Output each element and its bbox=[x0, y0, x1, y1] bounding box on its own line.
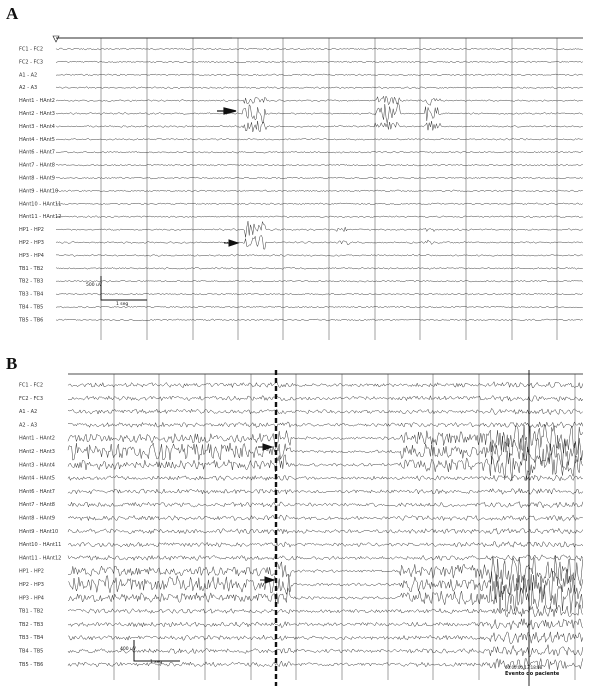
eeg-trace bbox=[56, 293, 583, 295]
eeg-trace bbox=[56, 102, 583, 123]
channel-label: A1 - A2 bbox=[19, 409, 38, 416]
eeg-trace bbox=[56, 96, 583, 105]
eeg-trace bbox=[56, 221, 583, 237]
channel-label: HAnt10 - HAnt11 bbox=[19, 542, 62, 549]
channel-label: HP2 - HP3 bbox=[19, 582, 44, 588]
channel-label: TB1 - TB2 bbox=[19, 265, 44, 272]
eeg-traces-b bbox=[0, 350, 601, 700]
eeg-trace bbox=[68, 408, 583, 414]
arrow-icon bbox=[260, 577, 274, 583]
channel-label: TB2 - TB3 bbox=[19, 621, 44, 628]
eeg-trace bbox=[56, 306, 583, 308]
channel-label: HAnt10 - HAnt11 bbox=[19, 201, 62, 208]
channel-label: HAnt1 - HAnt2 bbox=[19, 98, 55, 105]
scale-time-b: 1 seg bbox=[150, 660, 163, 665]
channel-label: TB1 - TB2 bbox=[19, 608, 44, 615]
channel-label: TB4 - TB5 bbox=[19, 648, 44, 655]
eeg-trace bbox=[56, 267, 583, 269]
panel-letter-b: B bbox=[6, 354, 18, 373]
scale-bar bbox=[101, 276, 147, 300]
eeg-trace bbox=[56, 177, 583, 179]
channel-label: HAnt3 - HAnt4 bbox=[19, 123, 55, 130]
channel-label: FC2 - FC3 bbox=[19, 59, 44, 66]
channel-label: HAnt2 - HAnt3 bbox=[19, 449, 55, 455]
channel-label: HAnt3 - HAnt4 bbox=[19, 462, 55, 469]
eeg-trace bbox=[68, 475, 583, 481]
channel-label: HP2 - HP3 bbox=[19, 240, 44, 246]
channel-label: TB3 - TB4 bbox=[19, 291, 44, 298]
eeg-trace bbox=[56, 74, 583, 76]
eeg-trace bbox=[68, 424, 583, 455]
channel-label: HAnt11 - HAnt12 bbox=[19, 214, 62, 221]
channel-label: A1 - A2 bbox=[19, 72, 38, 79]
eeg-trace bbox=[56, 121, 583, 132]
eeg-trace bbox=[68, 542, 583, 548]
eeg-trace bbox=[56, 255, 583, 257]
channel-label: HP3 - HP4 bbox=[19, 595, 44, 602]
channel-label: HAnt4 - HAnt5 bbox=[19, 475, 55, 482]
eeg-trace bbox=[56, 235, 583, 249]
eeg-trace bbox=[56, 190, 583, 192]
eeg-trace bbox=[68, 395, 583, 401]
channel-label: HAnt1 - HAnt2 bbox=[19, 435, 55, 442]
channel-label: TB3 - TB4 bbox=[19, 635, 44, 642]
channel-label: HAnt6 - HAnt7 bbox=[19, 149, 55, 156]
channel-label: HP3 - HP4 bbox=[19, 252, 44, 259]
channel-label: FC2 - FC3 bbox=[19, 395, 44, 402]
panel-letter-a: A bbox=[6, 4, 19, 23]
eeg-panel-a bbox=[0, 0, 601, 346]
eeg-trace bbox=[56, 280, 583, 282]
eeg-trace bbox=[68, 528, 583, 534]
eeg-panel-b bbox=[0, 350, 601, 700]
eeg-trace bbox=[68, 555, 583, 561]
channel-label: HAnt6 - HAnt7 bbox=[19, 488, 55, 495]
arrow-icon bbox=[258, 444, 272, 450]
event-time: 00:00:00 13:18:08 bbox=[505, 665, 543, 670]
eeg-trace bbox=[56, 319, 583, 321]
channel-label: HAnt9 - HAnt10 bbox=[19, 528, 59, 535]
channel-label: HP1 - HP2 bbox=[19, 568, 44, 575]
eeg-trace bbox=[56, 138, 583, 140]
channel-label: FC1 - FC2 bbox=[19, 46, 44, 53]
eeg-trace bbox=[68, 632, 583, 644]
eeg-trace bbox=[68, 556, 583, 587]
channel-label: HAnt9 - HAnt10 bbox=[19, 188, 59, 195]
channel-label: HAnt8 - HAnt9 bbox=[19, 515, 55, 522]
eeg-trace bbox=[68, 619, 583, 630]
channel-label: TB2 - TB3 bbox=[19, 278, 44, 285]
channel-label: HAnt11 - HAnt12 bbox=[19, 555, 62, 562]
scale-bar bbox=[134, 640, 180, 661]
channel-label: HAnt2 - HAnt3 bbox=[19, 111, 55, 117]
eeg-trace bbox=[56, 164, 583, 166]
eeg-trace bbox=[68, 422, 583, 428]
channel-label: TB5 - TB6 bbox=[19, 317, 44, 324]
eeg-trace bbox=[68, 515, 583, 521]
channel-label: HP1 - HP2 bbox=[19, 227, 44, 234]
channel-label: TB5 - TB6 bbox=[19, 661, 44, 668]
channel-label: HAnt7 - HAnt8 bbox=[19, 502, 55, 509]
channel-label: HAnt7 - HAnt8 bbox=[19, 162, 55, 169]
channel-label: HAnt4 - HAnt5 bbox=[19, 136, 55, 143]
event-label: Evento do paciente bbox=[505, 671, 560, 677]
eeg-trace bbox=[56, 151, 583, 153]
scale-time-a: 1 seg bbox=[116, 302, 129, 307]
eeg-trace bbox=[68, 449, 583, 481]
eeg-trace bbox=[56, 87, 583, 89]
channel-label: A2 - A3 bbox=[19, 422, 38, 429]
arrow-icon bbox=[224, 240, 238, 246]
eeg-trace bbox=[68, 488, 583, 494]
eeg-trace bbox=[56, 216, 583, 218]
eeg-trace bbox=[68, 605, 583, 617]
scale-amp-a: 500 uV bbox=[86, 283, 102, 288]
channel-label: TB4 - TB5 bbox=[19, 304, 44, 311]
channel-label: A2 - A3 bbox=[19, 85, 38, 92]
eeg-trace bbox=[56, 48, 583, 50]
marker-triangle-icon bbox=[53, 36, 59, 42]
channel-label: HAnt8 - HAnt9 bbox=[19, 175, 55, 182]
scale-amp-b: 400 uV bbox=[120, 647, 136, 652]
eeg-traces-a bbox=[0, 0, 601, 346]
eeg-trace bbox=[56, 61, 583, 63]
eeg-trace bbox=[56, 203, 583, 205]
trace-group bbox=[18, 374, 583, 680]
eeg-trace bbox=[68, 645, 583, 657]
channel-label: FC1 - FC2 bbox=[19, 382, 44, 389]
eeg-trace bbox=[68, 382, 583, 388]
eeg-trace bbox=[68, 502, 583, 508]
trace-group bbox=[18, 38, 583, 340]
